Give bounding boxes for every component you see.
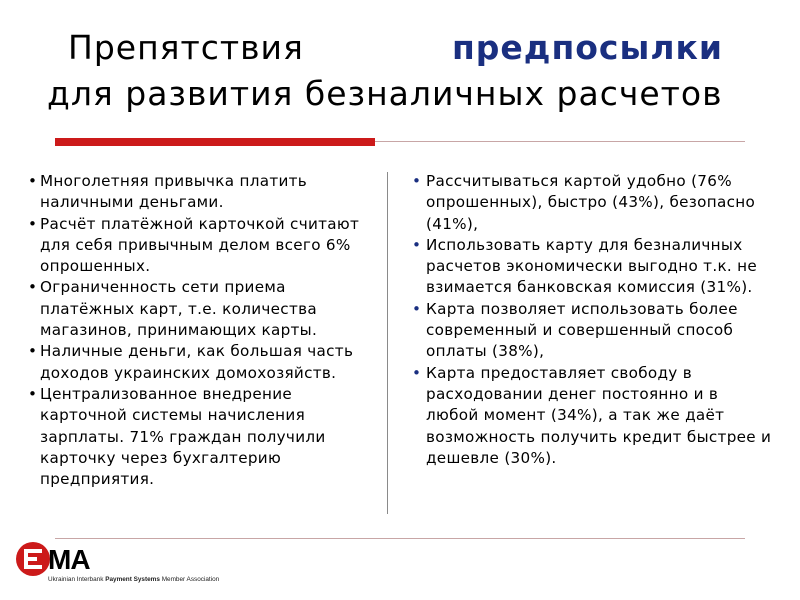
list-item-text: Рассчитываться картой удобно (76% опрошенных), быстро (43%), безопасно (41%), bbox=[426, 172, 756, 233]
list-item bbox=[412, 171, 772, 235]
list-item bbox=[412, 235, 772, 299]
list-item bbox=[28, 171, 368, 214]
ema-caption-suffix: Member Association bbox=[159, 576, 220, 583]
obstacles-list bbox=[28, 171, 368, 490]
list-item bbox=[28, 277, 368, 341]
list-item bbox=[28, 384, 368, 490]
ema-logo bbox=[14, 540, 274, 590]
bullet-icon: • bbox=[28, 342, 38, 361]
title-line-2: для развития безналичных расчетов bbox=[47, 74, 723, 113]
ema-caption-prefix: Ukrainian Interbank bbox=[48, 576, 106, 583]
bottom-divider bbox=[55, 538, 745, 539]
list-item-text: Наличные деньги, как большая часть доходов украинских домохозяйств. bbox=[40, 342, 354, 382]
bullet-icon: • bbox=[412, 299, 422, 318]
bullet-icon: • bbox=[28, 214, 38, 233]
list-item-text: Карта предоставляет свободу в расходовании денег постоянно и в любой момент (34%), а так же даёт возможность получить кредит быстрее и дешевле (30%). bbox=[426, 363, 772, 467]
list-item-text: Многолетняя привычка платить наличными деньгами. bbox=[40, 172, 308, 212]
list-item-text: Использовать карту для безналичных расчетов экономически выгодно т.к. не взимается банковская комиссия (31%). bbox=[426, 235, 758, 297]
title-obstacles: Препятствия bbox=[68, 28, 304, 67]
bullet-icon: • bbox=[412, 363, 422, 382]
prerequisites-list bbox=[412, 171, 772, 469]
list-item bbox=[412, 299, 772, 363]
list-item bbox=[28, 341, 368, 384]
bullet-icon: • bbox=[28, 384, 38, 403]
bullet-icon: • bbox=[28, 278, 38, 297]
bullet-icon: • bbox=[28, 172, 38, 190]
ema-logo-caption bbox=[48, 576, 219, 583]
top-divider-red-bar bbox=[55, 138, 375, 146]
list-item-text: Централизованное внедрение карточной системы начисления зарплаты. 71% граждан получили карточку через бухгалтерию предприятия. bbox=[40, 384, 326, 489]
list-item-text: Расчёт платёжной карточкой считают для себя привычным делом всего 6% опрошенных. bbox=[40, 214, 360, 276]
ema-caption-bold: Payment Systems bbox=[105, 576, 160, 583]
ema-logo-letters: MA bbox=[48, 544, 90, 575]
bullet-icon: • bbox=[412, 235, 422, 254]
top-divider bbox=[55, 138, 745, 146]
list-item-text: Ограниченность сети приема платёжных карт, т.е. количества магазинов, принимающих карты. bbox=[40, 278, 318, 340]
title-prerequisites: предпосылки bbox=[452, 28, 724, 67]
list-item bbox=[412, 363, 772, 469]
list-item bbox=[28, 214, 368, 278]
column-separator bbox=[387, 172, 388, 514]
list-item-text: Карта позволяет использовать более современный и совершенный способ оплаты (38%), bbox=[426, 299, 738, 361]
bullet-icon: • bbox=[412, 172, 422, 190]
title-line-1 bbox=[0, 28, 800, 70]
top-divider-thin-line bbox=[375, 141, 745, 142]
